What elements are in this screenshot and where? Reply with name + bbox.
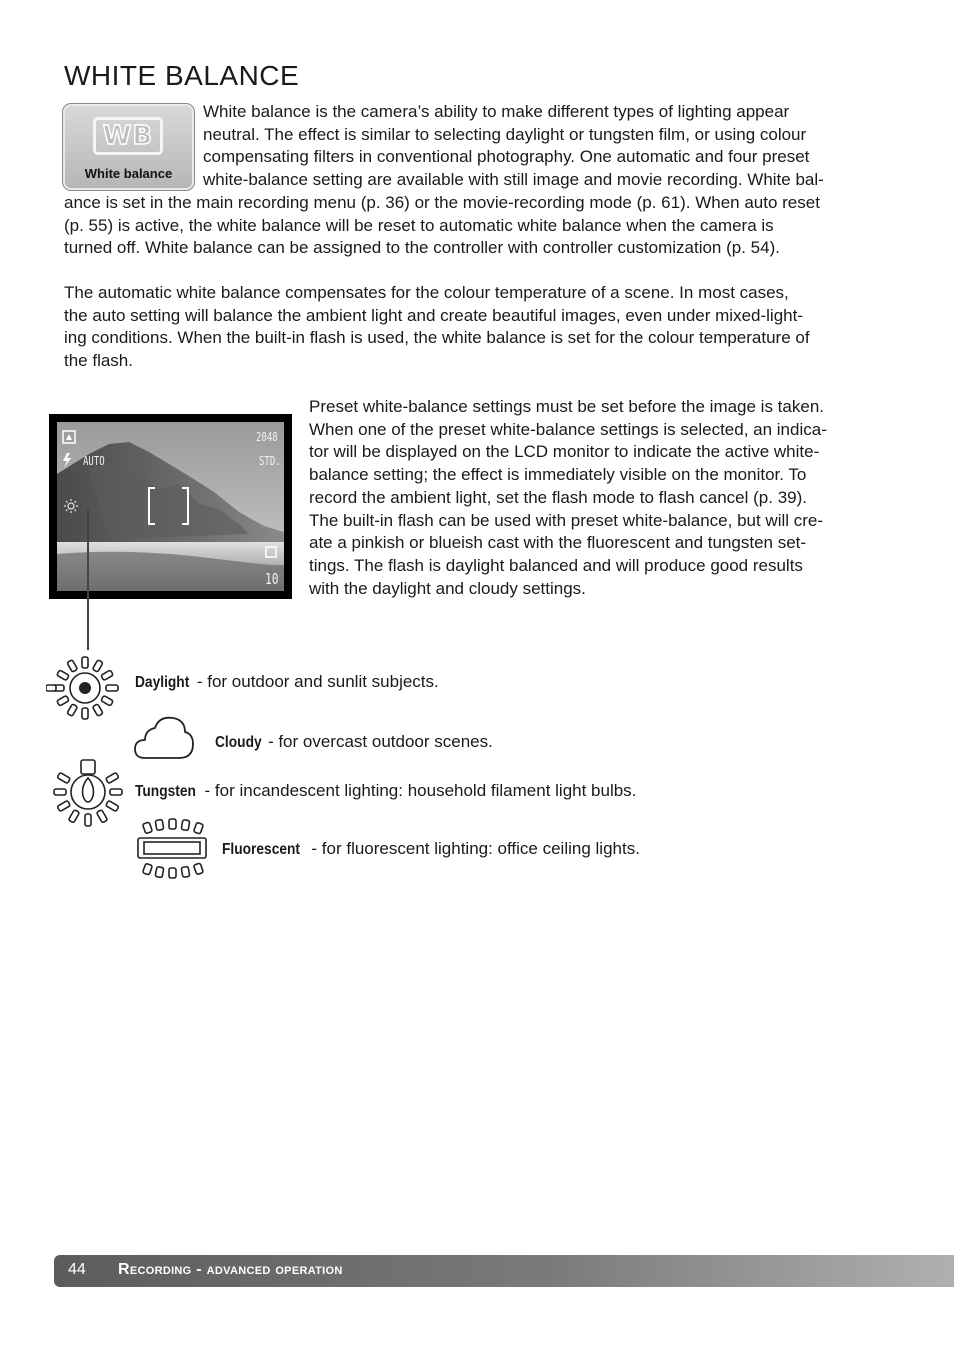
preset-white-balance-paragraph bbox=[309, 396, 827, 600]
white-balance-button bbox=[62, 103, 195, 191]
intro-line: compensating filters in conventional photography. One automatic and four preset bbox=[203, 147, 810, 167]
wb-option-name: Daylight bbox=[135, 674, 190, 691]
auto-line: the flash. bbox=[64, 351, 133, 371]
intro-paragraph-top bbox=[203, 101, 824, 192]
lcd-image-size: 2048 bbox=[256, 430, 278, 444]
section-name: Recording - advanced operation bbox=[118, 1261, 343, 1278]
lcd-frames-remaining: 10 bbox=[265, 570, 279, 588]
auto-white-balance-paragraph bbox=[64, 282, 810, 373]
wb-option-tungsten bbox=[135, 781, 636, 801]
auto-line: ing conditions. When the built-in flash is used, the white balance is set for the colour temperature of bbox=[64, 328, 810, 348]
tungsten-icon bbox=[50, 756, 126, 835]
preset-line: tings. The flash is daylight balanced and will produce good results bbox=[309, 555, 803, 575]
wb-logo: WB bbox=[93, 117, 163, 155]
wb-option-name: Tungsten bbox=[135, 783, 196, 800]
preset-line: ate a pinkish or blueish cast with the fluorescent and tungsten set- bbox=[309, 533, 807, 553]
wb-option-description: - for fluorescent lighting: office ceiling lights. bbox=[306, 839, 640, 858]
preset-line: record the ambient light, set the flash mode to flash cancel (p. 39). bbox=[309, 487, 807, 507]
preset-line: When one of the preset white-balance settings is selected, an indica- bbox=[309, 419, 827, 439]
preset-line: Preset white-balance settings must be set before the image is taken. bbox=[309, 397, 824, 416]
intro-line: (p. 55) is active, the white balance will be reset to automatic white balance when the camera is bbox=[64, 215, 774, 235]
wb-option-name: Fluorescent bbox=[222, 841, 300, 858]
page-title: WHITE BALANCE bbox=[64, 60, 300, 91]
lcd-monitor-illustration bbox=[49, 414, 292, 599]
intro-line: ance is set in the main recording menu (p. 36) or the movie-recording mode (p. 61). When auto reset bbox=[64, 193, 820, 212]
preset-line: tor will be displayed on the LCD monitor to indicate the active white- bbox=[309, 442, 820, 462]
wb-option-description: - for overcast outdoor scenes. bbox=[263, 732, 493, 751]
preset-line: The built-in flash can be used with preset white-balance, but will cre- bbox=[309, 510, 824, 530]
lcd-image-quality: STD. bbox=[259, 454, 281, 468]
intro-line: White balance is the camera’s ability to make different types of lighting appear bbox=[203, 102, 790, 121]
wb-option-description: - for incandescent lighting: household filament light bulbs. bbox=[199, 781, 637, 800]
cloudy-icon bbox=[133, 714, 195, 767]
page-footer bbox=[54, 1255, 954, 1287]
intro-line: white-balance setting are available with still image and movie recording. White bal- bbox=[203, 170, 824, 190]
auto-line: the auto setting will balance the ambient light and create beautiful images, even under mixed-light- bbox=[64, 305, 803, 325]
intro-line: turned off. White balance can be assigned to the controller with controller customization (p. 54). bbox=[64, 238, 780, 258]
wb-option-description: - for outdoor and sunlit subjects. bbox=[192, 672, 439, 691]
wb-option-name: Cloudy bbox=[215, 734, 262, 751]
page-number: 44 bbox=[68, 1261, 86, 1278]
wb-option-cloudy bbox=[215, 732, 493, 752]
preset-line: with the daylight and cloudy settings. bbox=[309, 578, 586, 598]
white-balance-button-label: White balance bbox=[84, 166, 173, 181]
intro-paragraph-bottom bbox=[64, 192, 820, 260]
intro-line: neutral. The effect is similar to selecting daylight or tungsten film, or using colour bbox=[203, 124, 807, 144]
wb-option-daylight bbox=[135, 672, 439, 692]
preset-line: balance setting; the effect is immediately visible on the monitor. To bbox=[309, 465, 807, 485]
wb-option-fluorescent bbox=[222, 839, 640, 859]
indicator-leader-line bbox=[87, 508, 89, 650]
lcd-flash-mode: AUTO bbox=[83, 454, 105, 468]
daylight-icon bbox=[46, 655, 124, 726]
fluorescent-icon bbox=[134, 818, 214, 889]
auto-line: The automatic white balance compensates for the colour temperature of a scene. In most cases, bbox=[64, 283, 789, 302]
